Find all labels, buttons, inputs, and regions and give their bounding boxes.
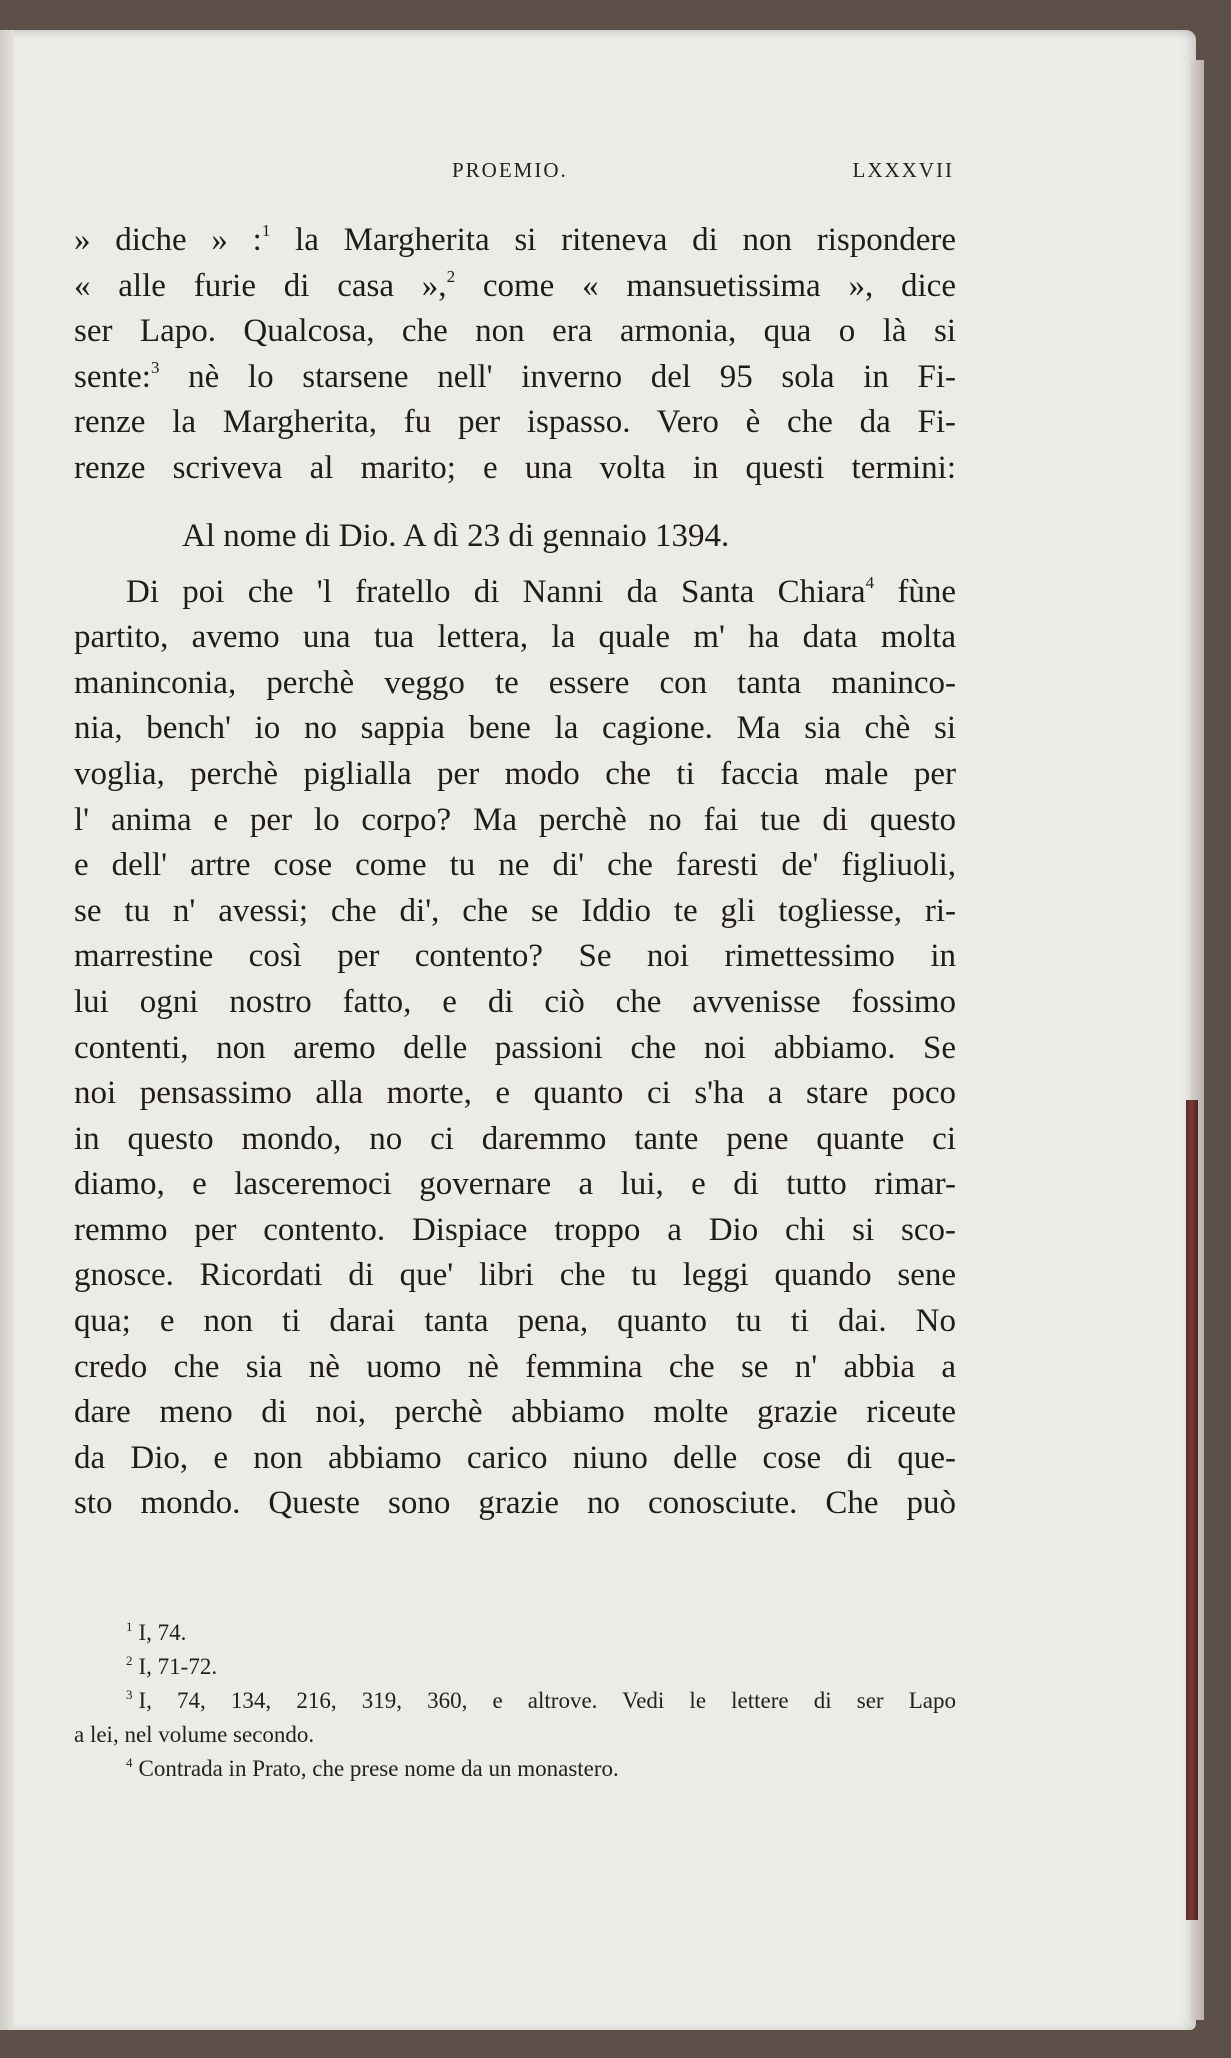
text-line: sente:$^3$ nè lo starsene nell' inverno del 95 sola in Fi- <box>74 357 956 395</box>
text-line: credo che sia nè uomo nè femmina che se n' abbia a <box>74 1348 956 1385</box>
footnote-marker: 4 <box>865 572 875 592</box>
running-header <box>74 158 954 192</box>
footnotes <box>74 1616 956 1786</box>
running-title: PROEMIO. <box>452 158 568 182</box>
text-line: se tu n' avessi; che di', che se Iddio te gli togliesse, ri- <box>74 892 956 929</box>
text-line: noi pensassimo alla morte, e quanto ci s'ha a stare poco <box>74 1075 956 1112</box>
text-line: « alle furie di casa »,$^2$ come « mansuetissima », dice <box>74 266 956 304</box>
page-number: LXXXVII <box>852 158 954 182</box>
footnote-1: $^1$ I, 74. <box>126 1619 187 1645</box>
text-line: contenti, non aremo delle passioni che noi abbiamo. Se <box>74 1029 956 1066</box>
text-line: qua; e non ti darai tanta pena, quanto tu ti dai. No <box>74 1303 956 1340</box>
letter-dateline: Al nome di Dio. A dì 23 di gennaio 1394. <box>182 517 730 554</box>
text-line: marrestine così per contento? Se noi rimettessimo in <box>74 938 956 975</box>
text-line: remmo per contento. Dispiace troppo a Dio chi si sco- <box>74 1211 956 1248</box>
footnote-2: $^2$ I, 71-72. <box>126 1653 218 1679</box>
text-line: » diche » :$^1$ la Margherita si riteneva di non rispondere <box>74 221 956 258</box>
text-line: da Dio, e non abbiamo carico niuno delle cose di que- <box>74 1439 956 1476</box>
text-line: Di poi che 'l fratello di Nanni da Santa Chiara$^4$ fùne <box>126 572 956 610</box>
text-line: nia, bench' io no sappia bene la cagione. Ma sia chè si <box>74 710 956 747</box>
text-line: dare meno di noi, perchè abbiamo molte grazie riceute <box>74 1394 956 1431</box>
footnote-3: $^3$ I, 74, 134, 216, 319, 360, e altrove. Vedi le lettere di ser Lapo <box>126 1687 956 1713</box>
text-line: renze la Margherita, fu per ispasso. Vero è che da Fi- <box>74 404 956 441</box>
footnote-marker: 3 <box>150 357 160 377</box>
text-line: e dell' artre cose come tu ne di' che faresti de' figliuoli, <box>74 847 956 884</box>
text-line: maninconia, perchè veggo te essere con tanta maninco- <box>74 664 956 701</box>
text-line: diamo, e lasceremoci governare a lui, e di tutto rimar- <box>74 1166 956 1203</box>
text-line: lui ogni nostro fatto, e di ciò che avvenisse fossimo <box>74 983 956 1020</box>
footnote-marker: 2 <box>446 266 456 286</box>
footnote-4: $^4$ Contrada in Prato, che prese nome da un monastero. <box>126 1755 619 1781</box>
text-line: renze scriveva al marito; e una volta in questi termini: <box>74 449 956 486</box>
book-binding <box>1186 1100 1198 1920</box>
text-line: partito, avemo una tua lettera, la quale m' ha data molta <box>74 619 956 656</box>
footnote-3-continued: a lei, nel volume secondo. <box>74 1722 315 1747</box>
text-line: l' anima e per lo corpo? Ma perchè no fai tue di questo <box>74 801 956 838</box>
text-line: in questo mondo, no ci daremmo tante pene quante ci <box>74 1120 956 1157</box>
text-line: voglia, perchè piglialla per modo che ti faccia male per <box>74 755 956 792</box>
main-text <box>74 218 956 1527</box>
text-line: sto mondo. Queste sono grazie no conosciute. Che può <box>74 1485 956 1522</box>
text-line: ser Lapo. Qualcosa, che non era armonia, qua o là si <box>74 313 956 350</box>
footnote-marker: 1 <box>261 221 271 240</box>
text-line: gnosce. Ricordati di que' libri che tu leggi quando sene <box>74 1257 956 1294</box>
previous-page-edge <box>0 30 14 2030</box>
